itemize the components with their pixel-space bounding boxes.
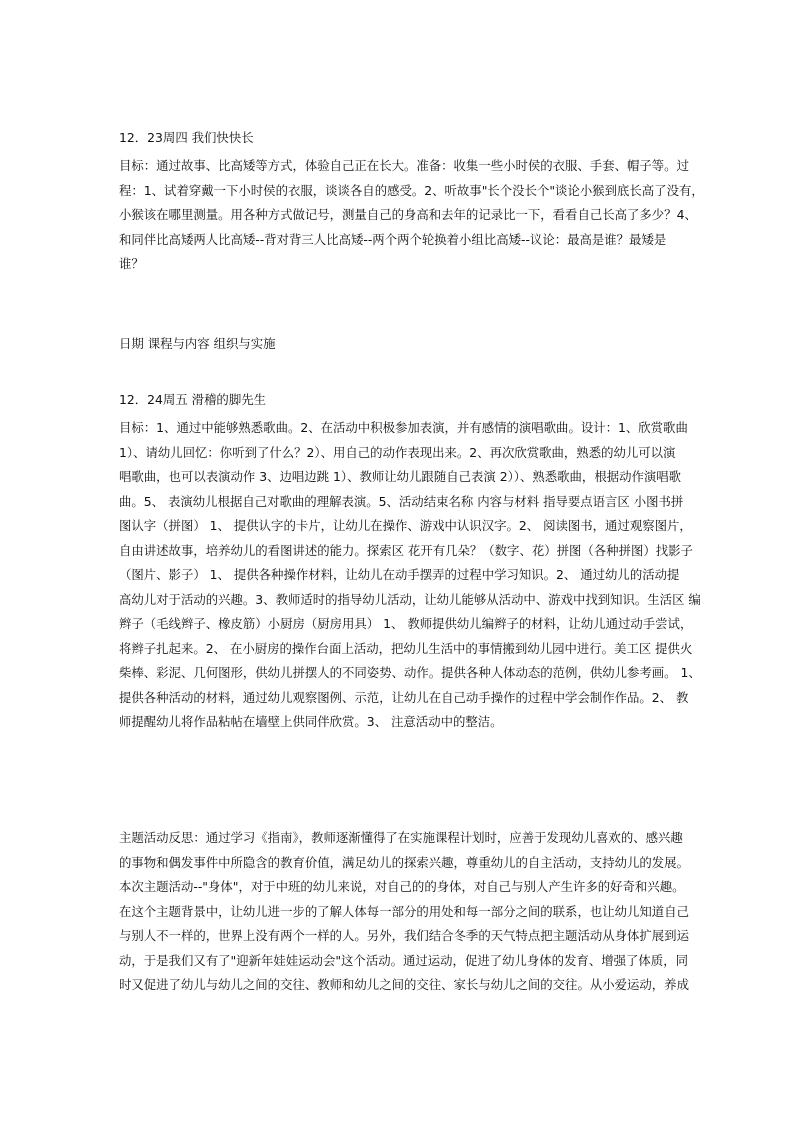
paragraph-line: 动，于是我们又有了"迎新年娃娃运动会"这个活动。通过运动，促进了幼儿身体的发育、增强了体质，同 (119, 952, 688, 968)
entry-dec-24 (119, 390, 701, 735)
paragraph-line: 高幼儿对于活动的兴趣。3、教师适时的指导幼儿活动，让幼儿能够从活动中、游戏中找到知识。生活区 编 (119, 591, 701, 607)
paragraph-line: 目标：通过故事、比高矮等方式，体验自己正在长大。准备：收集一些小时侯的衣服、手套、帽子等。过 (119, 158, 689, 173)
paragraph-line: 与别人不一样的，世界上没有两个一样的人。另外，我们结合冬季的天气特点把主题活动从身体扩展到运 (119, 928, 689, 943)
paragraph-line: 师提醒幼儿将作品粘帖在墙壁上供同伴欣赏。3、 注意活动中的整洁。 (119, 714, 503, 729)
paragraph-line: 小猴该在哪里测量。用各种方式做记号，测量自己的身高和去年的记录比一下，看看自己长高了多少？4、 (119, 207, 697, 222)
paragraph-line: 和同伴比高矮两人比高矮--背对背三人比高矮--两个两个轮换着小组比高矮--议论：最高是谁？最矮是 (119, 231, 667, 247)
entry-dec-23 (119, 128, 704, 277)
paragraph-line: 提供各种活动的材料，通过幼儿观察图例、示范，让幼儿在自己动手操作的过程中学会制作作品。2、 教 (119, 689, 689, 705)
paragraph-line: 曲。5、 表演幼儿根据自己对歌曲的理解表演。5、活动结束名称 内容与材料 指导要点语言区 小图书拼 (119, 493, 684, 509)
paragraph-line: 图认字（拼图） 1、 提供认字的卡片，让幼儿在操作、游戏中认识汉字。2、 阅读图书，通过观察图片， (119, 518, 692, 533)
theme-reflection (119, 826, 689, 998)
paragraph-line: 程：1、试着穿戴一下小时侯的衣服，谈谈各自的感受。2、听故事"长个没长个"谈论小猴到底长高了没有， (119, 182, 704, 198)
paragraph-line: 时又促进了幼儿与幼儿之间的交往、教师和幼儿之间的交往、家长与幼儿之间的交往。从小爱运动，养成 (119, 977, 689, 992)
table-header-text: 日期 课程与内容 组织与实施 (119, 336, 276, 351)
entry-dec-23-heading: 12．23周四 我们快快长 (119, 130, 254, 145)
paragraph-line: （图片、影子） 1、 提供各种操作材料，让幼儿在动手摆弄的过程中学习知识。2、 通过幼儿的活动提 (119, 567, 680, 582)
paragraph-line: 目标：1、通过中能够熟悉歌曲。2、在活动中积极参加表演，并有感情的演唱歌曲。设计：1、欣赏歌曲 (119, 420, 688, 435)
paragraph-line: 的事物和偶发事件中所隐含的教育价值，满足幼儿的探索兴趣，尊重幼儿的自主活动，支持幼儿的发展。 (119, 854, 689, 870)
entry-dec-23-body (119, 154, 704, 277)
paragraph-line: 自由讲述故事，培养幼儿的看图讲述的能力。探索区 花开有几朵？（数字、花）拼图（各种拼图）找影子 (119, 542, 693, 558)
paragraph-line: 在这个主题背景中，让幼儿进一步的了解人体每一部分的用处和每一部分之间的联系，也让幼儿知道自己 (119, 903, 689, 919)
paragraph-line: 本次主题活动--"身体"，对于中班的幼儿来说，对自己的的身体，对自己与别人产生许多的好奇和兴趣。 (119, 879, 685, 894)
paragraph-line: 唱歌曲，也可以表演动作 3、边唱边跳 1）、教师让幼儿跟随自己表演 2））、熟悉歌曲，根据动作演唱歌 (119, 469, 682, 484)
paragraph-line: 将辫子扎起来。2、 在小厨房的操作台面上活动，把幼儿生活中的事情搬到幼儿园中进行。美工区 提供火 (119, 640, 693, 656)
paragraph-line: 1）、请幼儿回忆：你听到了什么？2）、用自己的动作表现出来。2、再次欣赏歌曲，熟悉的幼儿可以演 (119, 444, 676, 460)
entry-dec-24-body (119, 416, 701, 735)
paragraph-line: 柴棒、彩泥、几何图形，供幼儿拼摆人的不同姿势、动作。提供各种人体动态的范例，供幼儿参考画。 1、 (119, 665, 701, 680)
entry-dec-24-heading: 12．24周五 滑稽的脚先生 (119, 392, 266, 407)
paragraph-line: 谁？ (119, 256, 144, 271)
table-header-row (119, 334, 679, 354)
paragraph-line: 主题活动反思：通过学习《指南》，教师逐渐懂得了在实施课程计划时，应善于发现幼儿喜欢的、感兴趣 (119, 830, 683, 845)
paragraph-line: 辫子（毛线辫子、橡皮筋）小厨房（厨房用具） 1、 教师提供幼儿编辫子的材料，让幼儿通过动手尝试， (119, 616, 693, 631)
